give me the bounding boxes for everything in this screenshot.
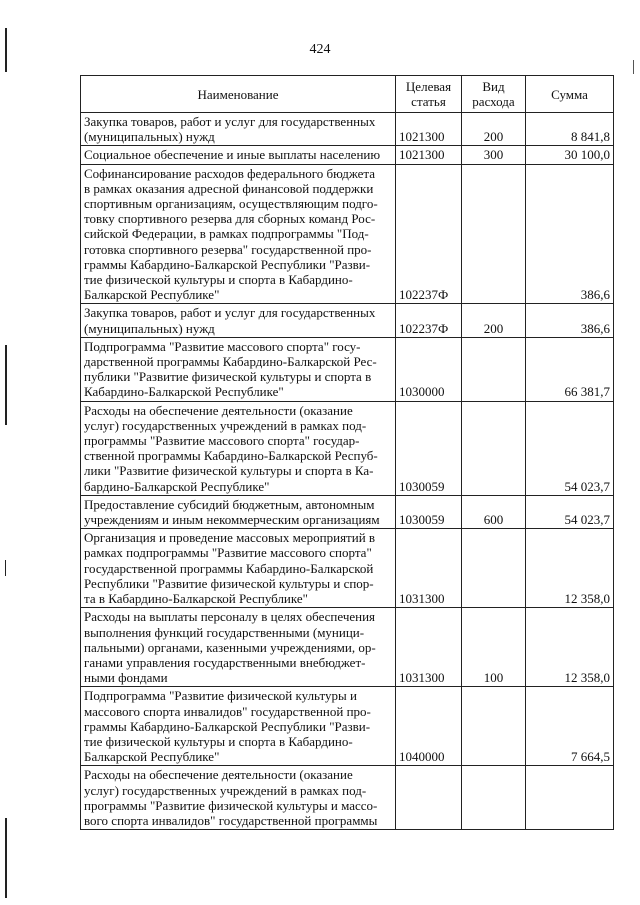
row-expense-type: [462, 529, 526, 608]
row-name-line: услуг) государственных учреждений в рамках под-: [84, 782, 367, 798]
row-amount: 12 358,0: [526, 529, 614, 608]
table-row: [81, 337, 614, 401]
row-name-line: сийской Федерации, в рамках подпрограммы "Под-: [84, 226, 369, 242]
row-expense-type: 600: [462, 495, 526, 528]
row-name-line: рамках подпрограммы "Развитие массового спорта": [84, 545, 372, 561]
row-target-article: 1021300: [396, 146, 462, 164]
header-name: Наименование: [81, 76, 396, 113]
header-code-line2: статья: [411, 94, 446, 109]
row-name-line: бардино-Балкарской Республике": [84, 478, 270, 494]
row-target-article: 102237Ф: [396, 304, 462, 337]
header-type-line2: расхода: [472, 94, 515, 109]
row-name-line: пальными) органами, казенными учреждениями, ор-: [84, 639, 376, 655]
row-name-line: публики "Развитие физической культуры и спорта в: [84, 369, 372, 385]
page-number: 424: [309, 42, 331, 57]
row-name-line: государственной программы Кабардино-Балкарской: [84, 560, 374, 576]
row-name-cell: [81, 146, 396, 164]
row-amount: 386,6: [526, 164, 614, 304]
header-type: [462, 76, 526, 113]
row-name-line: в рамках оказания адресной финансовой поддержки: [84, 180, 374, 196]
row-name-cell: [81, 401, 396, 495]
row-target-article: 1031300: [396, 529, 462, 608]
row-name-line: программы "Развитие массового спорта" государ-: [84, 433, 360, 449]
row-amount: [526, 766, 614, 830]
row-name-line: Социальное обеспечение и иные выплаты населению: [84, 147, 381, 163]
row-expense-type: [462, 687, 526, 766]
row-expense-type: 300: [462, 146, 526, 164]
row-name-line: Закупка товаров, работ и услуг для государственных: [84, 114, 376, 129]
table-body: [81, 113, 614, 830]
row-name-line: спортивным организациям, осуществляющим подго-: [84, 196, 378, 212]
table-row: [81, 304, 614, 337]
row-name-line: ными фондами: [84, 670, 168, 686]
table-header-row: [81, 76, 614, 113]
header-sum: Сумма: [526, 76, 614, 113]
row-expense-type: [462, 766, 526, 830]
row-amount: 386,6: [526, 304, 614, 337]
row-name-cell: [81, 164, 396, 304]
row-target-article: 102237Ф: [396, 164, 462, 304]
budget-table: [80, 75, 614, 830]
row-amount: 12 358,0: [526, 608, 614, 687]
table-row: [81, 766, 614, 830]
table-row: [81, 146, 614, 164]
row-name-line: лики "Развитие физической культуры и спорта в Ка-: [84, 463, 374, 479]
row-name-line: ственной программы Кабардино-Балкарской Респуб-: [84, 448, 378, 464]
row-name-line: программы "Развитие физической культуры и массо-: [84, 797, 378, 813]
row-expense-type: [462, 337, 526, 401]
table-row: [81, 401, 614, 495]
row-name-line: Предоставление субсидий бюджетным, автономным: [84, 496, 375, 512]
row-name-line: Подпрограмма "Развитие массового спорта" госу-: [84, 338, 361, 354]
header-code: [396, 76, 462, 113]
row-name-line: вого спорта инвалидов" государственной программы: [84, 812, 378, 828]
row-name-line: (муниципальных) нужд: [84, 129, 215, 145]
row-name-line: Балкарской Республике": [84, 287, 220, 303]
table-row: [81, 608, 614, 687]
header-code-line1: Целевая: [405, 79, 452, 94]
row-name-line: учреждениям и иным некоммерческим организациям: [84, 512, 380, 528]
row-name-line: дарственной программы Кабардино-Балкарской Рес-: [84, 354, 377, 370]
row-name-line: Софинансирование расходов федерального бюджета: [84, 165, 376, 181]
row-expense-type: 200: [462, 304, 526, 337]
row-target-article: 1030059: [396, 401, 462, 495]
row-name-line: ганами управления государственными внебюджет-: [84, 654, 366, 670]
row-target-article: 1031300: [396, 608, 462, 687]
row-name-line: граммы Кабардино-Балкарской Республики "Разви-: [84, 256, 371, 272]
row-expense-type: [462, 164, 526, 304]
row-name-line: тие физической культуры и спорта в Кабардино-: [84, 272, 353, 288]
row-name-line: услуг) государственных учреждений в рамках под-: [84, 417, 367, 433]
row-target-article: 1040000: [396, 687, 462, 766]
row-name-line: массового спорта инвалидов" государственной про-: [84, 703, 371, 719]
row-expense-type: 200: [462, 113, 526, 146]
row-amount: 54 023,7: [526, 401, 614, 495]
row-target-article: 1030000: [396, 337, 462, 401]
row-name-cell: [81, 304, 396, 337]
row-name-line: Республики "Развитие физической культуры и спор-: [84, 575, 374, 591]
table-row: [81, 687, 614, 766]
table-row: [81, 529, 614, 608]
row-name-cell: [81, 608, 396, 687]
row-name-line: Расходы на обеспечение деятельности (оказание: [84, 402, 353, 418]
row-name-line: Организация и проведение массовых мероприятий в: [84, 530, 376, 546]
row-expense-type: [462, 401, 526, 495]
header-type-line1: Вид: [482, 79, 505, 94]
row-target-article: 1030059: [396, 495, 462, 528]
row-name-line: Балкарской Республике": [84, 749, 220, 765]
row-name-line: Расходы на выплаты персоналу в целях обеспечения: [84, 609, 376, 625]
scan-edge-mark-bottom: [5, 818, 7, 898]
row-name-cell: [81, 113, 396, 146]
row-name-line: (муниципальных) нужд: [84, 320, 215, 336]
row-name-cell: [81, 687, 396, 766]
row-name-line: Закупка товаров, работ и услуг для государственных: [84, 305, 376, 321]
table-row: [81, 495, 614, 528]
row-expense-type: 100: [462, 608, 526, 687]
row-name-line: Расходы на обеспечение деятельности (оказание: [84, 767, 353, 783]
row-name-cell: [81, 495, 396, 528]
row-name-line: выполнения функций государственными (муници-: [84, 624, 365, 640]
row-name-cell: [81, 337, 396, 401]
row-target-article: [396, 766, 462, 830]
scan-edge-mark-middle: [5, 345, 7, 425]
row-name-line: тие физической культуры и спорта в Кабардино-: [84, 733, 353, 749]
table-row: [81, 164, 614, 304]
row-amount: 8 841,8: [526, 113, 614, 146]
row-name-cell: [81, 529, 396, 608]
row-name-line: граммы Кабардино-Балкарской Республики "Разви-: [84, 718, 371, 734]
row-name-line: Кабардино-Балкарской Республике": [84, 384, 284, 400]
row-name-line: Подпрограмма "Развитие физической культуры и: [84, 688, 357, 704]
row-amount: 7 664,5: [526, 687, 614, 766]
row-amount: 30 100,0: [526, 146, 614, 164]
row-target-article: 1021300: [396, 113, 462, 146]
row-name-line: та в Кабардино-Балкарской Республике": [84, 591, 308, 607]
row-name-line: товку спортивного резерва для сборных команд Рос-: [84, 211, 376, 227]
row-name-line: готовка спортивного резерва" государственной про-: [84, 241, 372, 257]
table-row: [81, 113, 614, 146]
scan-edge-mark-right: [633, 60, 634, 74]
scan-edge-mark-lower: [5, 560, 6, 576]
row-name-cell: [81, 766, 396, 830]
row-amount: 66 381,7: [526, 337, 614, 401]
row-amount: 54 023,7: [526, 495, 614, 528]
